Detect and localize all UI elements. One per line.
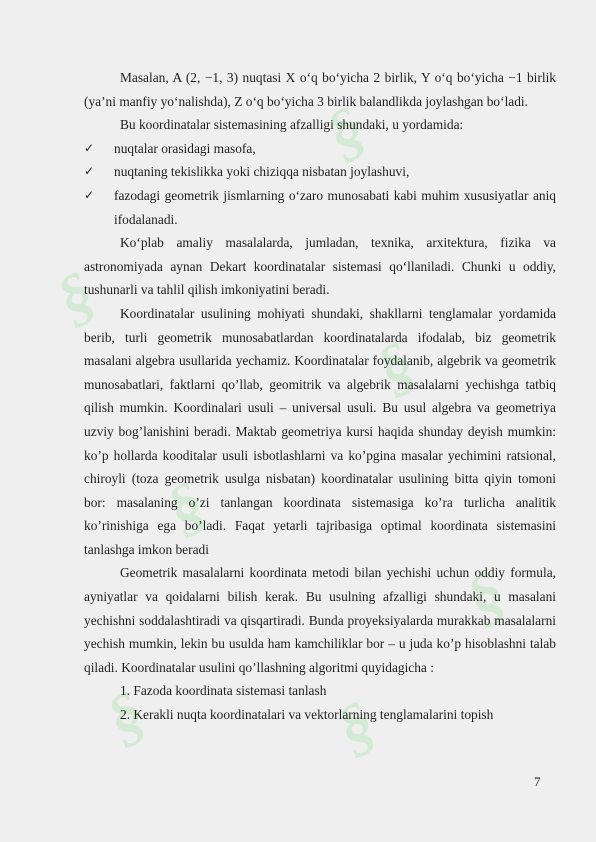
watermark-glyph: § [454, 557, 517, 636]
paragraph-applications: Ko‘plab amaliy masalalarda, jumladan, texnika, arxitektura, fizika va astronomiyada aynan Dekart koordinatalar sistemasi qo‘llaniladi. Chunki u oddiy, tushunarli va tahlil qilish imkoniyatini beradi. [84, 235, 556, 298]
checklist-item-text: fazodagi geometrik jismlarning o‘zaro munosabati kabi muhim xususiyatlar aniq ifodalanadi. [114, 187, 556, 227]
paragraph-method-solving: Geometrik masalalarni koordinata metodi bilan yechishi uchun oddiy formula, ayniyatlar va qoidalarni bilish kerak. Bu usulning afzalligi shundaki, u masalani yechishni soddalashtiradi va qisqartiradi. Bunda proyeksiyalarda murakkab masalalarni yechish mumkin, lekin bu usulda ham kamchiliklar bor – u juda ko’p hisoblashni talab qiladi. Koordinatalar usulini qo’llashning algoritmi quyidagicha : [84, 565, 556, 675]
checkmark-icon: ✓ [84, 187, 95, 202]
checklist-item [84, 184, 556, 231]
advantages-checklist [84, 137, 556, 231]
page-body [84, 66, 556, 727]
watermark-glyph: § [154, 467, 217, 546]
watermark-glyph: § [94, 677, 157, 756]
paragraph-method-essence: Koordinatalar usulining mohiyati shundaki, shakllarni tenglamalar yordamida berib, turli geometrik munosabatlardan koordinatalarda ifodalab, biz geometrik masalani algebra usullarida yechamiz. Koordinatalar foydalanib, algebrik va geometrik munosabatlari, faktlarni qo’llab, geomitrik va algebrik masalalarni yechishga tatbiq qilish mumkin. Koordinalari usuli – universal usuli. Bu usul algebra va geometriya uzviy bog’lanishini beradi. Maktab geometriya kursi haqida shunday deyish mumkin: ko’p hollarda kooditalar usuli isbotlashlarni va ko’pgina masalar yechimini ratsional, chiroyli (toza geometrik usulga nisbatan) koordinatalar usulining bitta qiyin tomoni bor: masalaning o’zi tanlangan koordinata sistemasiga ko’ra turlicha analitik ko’rinishiga ega bo’ladi. Faqat yetarli tajribasiga optimal koordinata sistemasini tanlashga imkon beradi [84, 305, 556, 557]
paragraph-example: Masalan, A (2, −1, 3) nuqtasi X o‘q bo‘yicha 2 birlik, Y o‘q bo‘yicha −1 birlik (ya’ni manfiy yo‘nalishda), Z o‘q bo‘yicha 3 birlik balandlikda joylashgan bo‘ladi. [84, 70, 556, 109]
watermark-glyph: § [44, 257, 107, 336]
checklist-item-text: nuqtaning tekislikka yoki chiziqqa nisbatan joylashuvi, [114, 164, 410, 180]
algorithm-steps [84, 679, 556, 726]
page-number: 7 [534, 774, 541, 789]
checklist-item [84, 160, 556, 184]
watermark-glyph: § [364, 327, 427, 406]
watermark-glyph: § [324, 687, 387, 766]
checklist-item-text: nuqtalar orasidagi masofa, [114, 140, 256, 156]
algorithm-step: 2. Kerakli nuqta koordinatalari va vektorlarning tenglamalarini topish [120, 707, 494, 723]
checkmark-icon: ✓ [84, 140, 95, 155]
paragraph-advantages-intro: Bu koordinatalar sistemasining afzalligi shundaki, u yordamida: [120, 117, 464, 133]
watermark-glyph: § [314, 92, 377, 171]
checklist-item [84, 137, 556, 161]
algorithm-step: 1. Fazoda koordinata sistemasi tanlash [120, 683, 327, 699]
checkmark-icon: ✓ [84, 164, 95, 179]
